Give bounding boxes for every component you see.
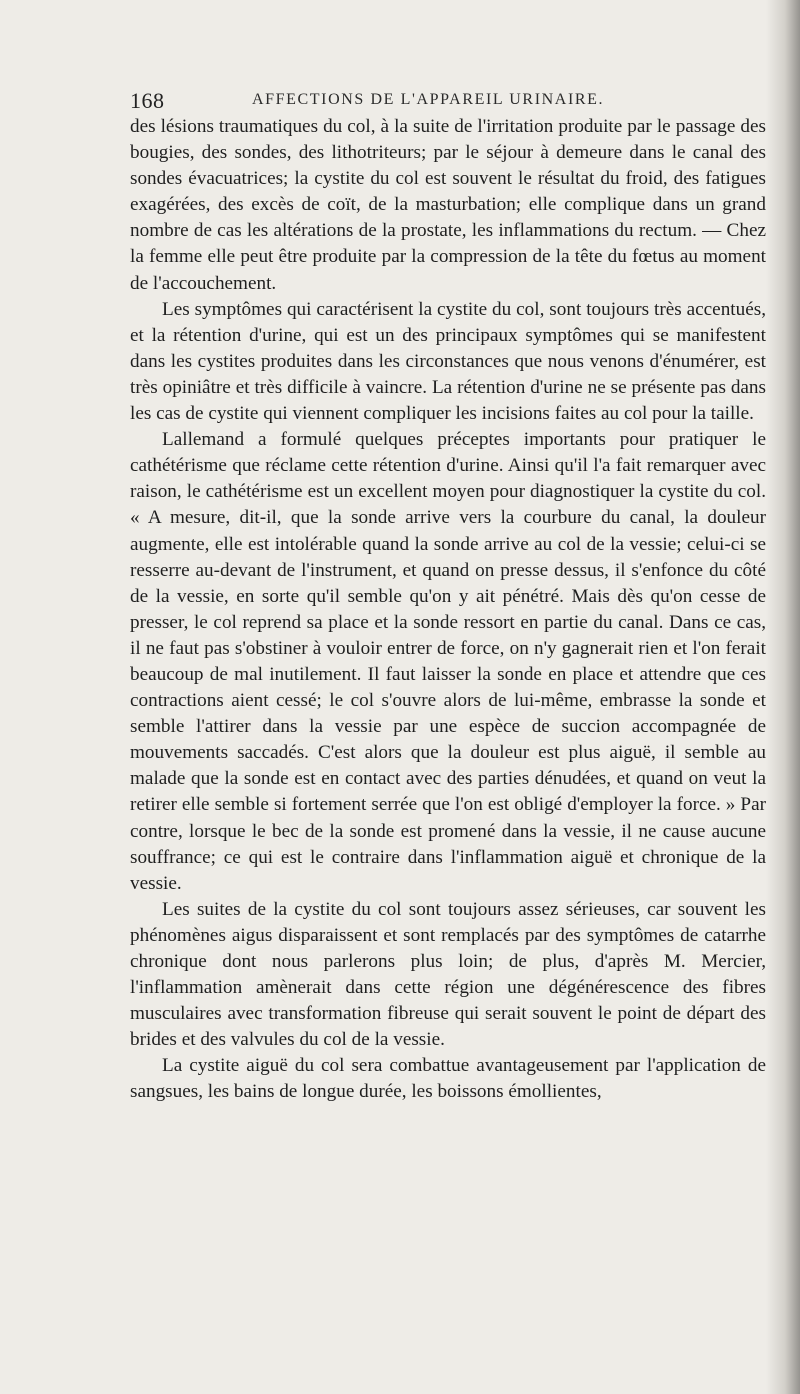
paragraph-suites: Les suites de la cystite du col sont toujours assez sérieuses, car souvent les phénomènes aigus disparaissent et sont remplacés par des symptômes de catarrhe chronique dont nous parlerons plus loin; de plus, d'après M. Mercier, l'inflammation amènerait dans cette région une dégénérescence des fibres musculaires avec transformation fibreuse qui serait souvent le point de départ des brides et des valvules du col de la vessie. <box>130 898 766 1051</box>
body-text <box>130 114 766 1106</box>
paragraph-treatment: La cystite aiguë du col sera combattue avantageusement par l'application de sangsues, les bains de longue durée, les boissons émollientes, <box>130 1055 766 1103</box>
running-head: AFFECTIONS DE L'APPAREIL URINAIRE. <box>252 91 605 108</box>
page-number: 168 <box>130 88 165 113</box>
page-header <box>130 88 770 114</box>
paragraph-symptoms: Les symptômes qui caractérisent la cystite du col, sont toujours très accentués, et la rétention d'urine, qui est un des principaux symptômes qui se manifestent dans les cystites produites dans les circonstances que nous venons d'énumérer, est très opiniâtre et très difficile à vaincre. La rétention d'urine ne se présente pas dans les cas de cystite qui viennent compliquer les incisions faites au col pour la taille. <box>130 298 766 425</box>
paragraph-lallemand: Lallemand a formulé quelques préceptes importants pour pratiquer le cathétérisme que réclame cette rétention d'urine. Ainsi qu'il l'a fait remarquer avec raison, le cathétérisme est un excellent moyen pour diagnostiquer la cystite du col. « A mesure, dit-il, que la sonde arrive vers la courbure du canal, la douleur augmente, elle est intolérable quand la sonde arrive au col de la vessie; celui-ci se resserre au-devant de l'instrument, et quand on presse dessus, il s'enfonce du côté de la vessie, en sorte qu'il semble qu'on y ait pénétré. Mais dès qu'on cesse de presser, le col reprend sa place et la sonde ressort en partie du canal. Dans ce cas, il ne faut pas s'obstiner à vouloir entrer de force, on n'y gagnerait rien et l'on ferait beaucoup de mal inutilement. Il faut laisser la sonde en place et attendre que ces contractions aient cessé; le col s'ouvre alors de lui-même, embrasse la sonde et semble l'attirer dans la vessie par une espèce de succion accompagnée de mouvements saccadés. C'est alors que la douleur est plus aiguë, il semble au malade que la sonde est en contact avec des parties dénudées, et quand on veut la retirer elle semble si fortement serrée que l'on est obligé d'employer la force. » Par contre, lorsque le bec de la sonde est promené dans la vessie, il ne cause aucune souffrance; ce qui est le contraire dans l'inflammation aiguë et chronique de la vessie. <box>130 429 766 894</box>
page-edge-shadow <box>766 0 800 1394</box>
paragraph-continuation: des lésions traumatiques du col, à la suite de l'irritation produite par le passage des bougies, des sondes, des lithotriteurs; par le séjour à demeure dans le canal des sondes évacuatrices; la cystite du col est souvent le résultat du froid, des fatigues exagérées, des excès de coït, de la masturbation; elle complique dans un grand nombre de cas les altérations de la prostate, les inflammations du rectum. — Chez la femme elle peut être produite par la compression de la tête du fœtus au moment de l'accouchement. <box>130 116 766 294</box>
